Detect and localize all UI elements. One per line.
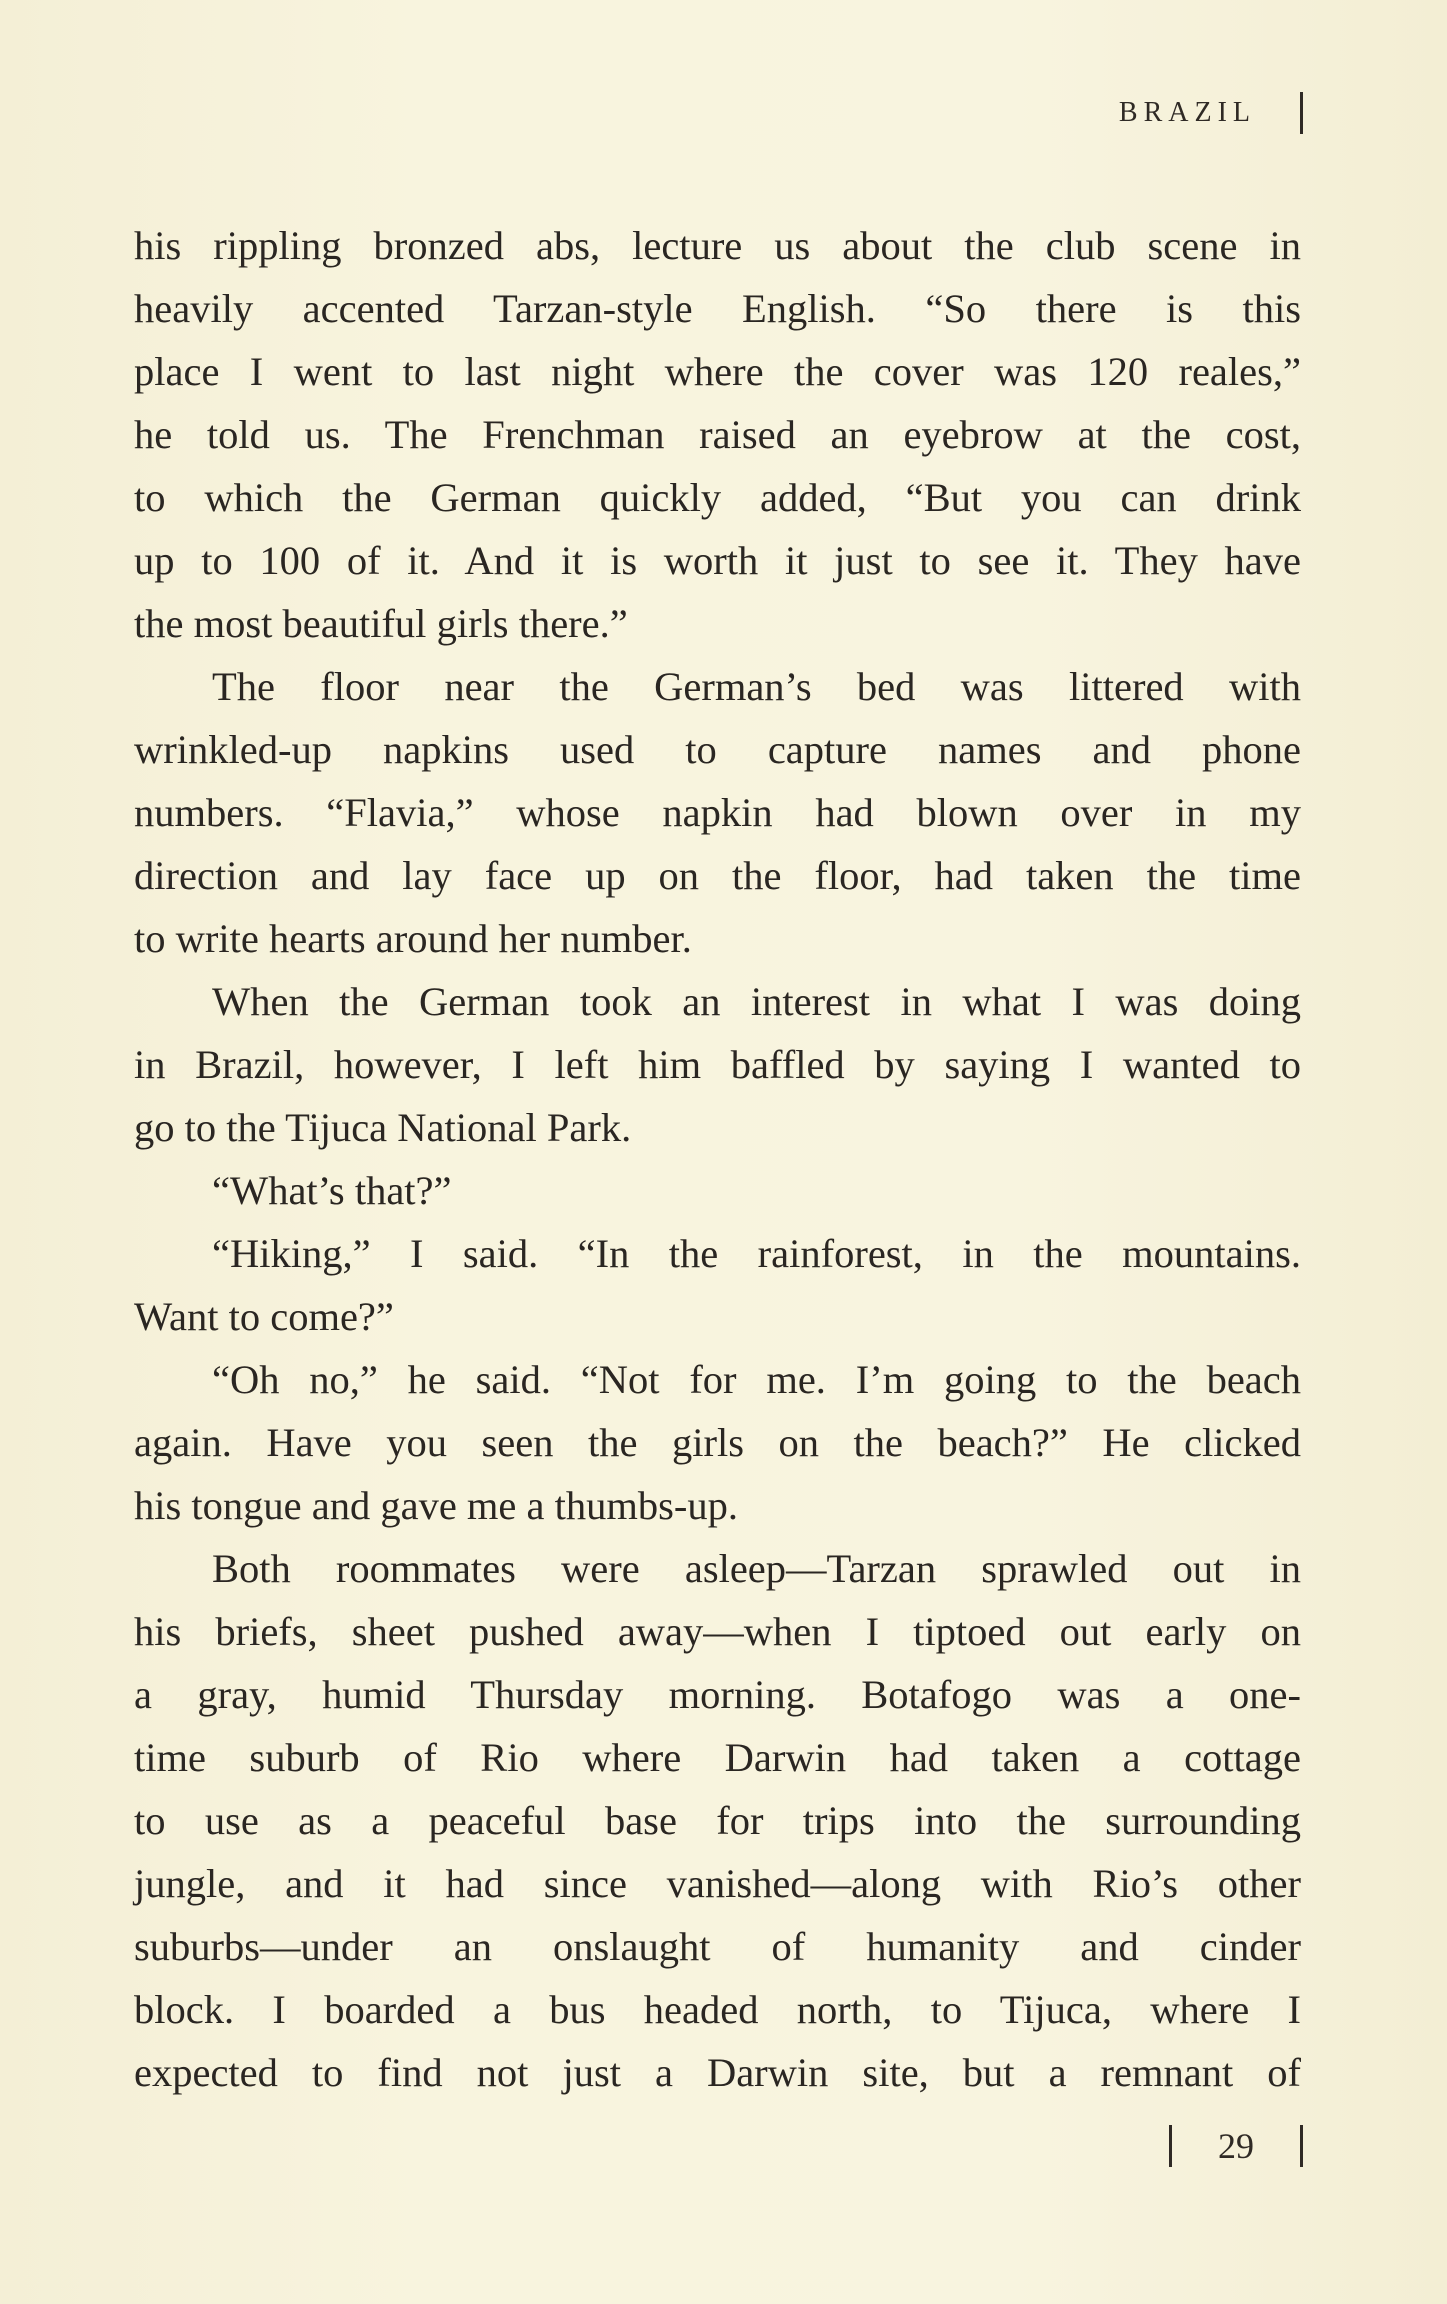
text-line: expected to find not just a Darwin site, but a remnant of — [134, 2050, 1301, 2095]
text-line: to use as a peaceful base for trips into the surrounding — [134, 1798, 1301, 1843]
text-line: in Brazil, however, I left him baffled by saying I wanted to — [134, 1042, 1301, 1087]
running-header — [1119, 92, 1303, 134]
text-line: suburbs—under an onslaught of humanity and cinder — [134, 1924, 1301, 1969]
text-line: a gray, humid Thursday morning. Botafogo was a one- — [134, 1672, 1301, 1717]
text-line: again. Have you seen the girls on the beach?” He clicked — [134, 1420, 1301, 1465]
text-line: time suburb of Rio where Darwin had taken a cottage — [134, 1735, 1301, 1780]
text-line: jungle, and it had since vanished—along with Rio’s other — [134, 1861, 1301, 1906]
running-head-title: BRAZIL — [1118, 97, 1256, 128]
header-rule — [1300, 92, 1303, 134]
body-text — [134, 214, 1301, 2104]
text-line: go to the Tijuca National Park. — [134, 1105, 632, 1150]
text-line: to which the German quickly added, “But you can drink — [134, 475, 1301, 520]
text-line: he told us. The Frenchman raised an eyebrow at the cost, — [134, 412, 1301, 457]
text-line: his tongue and gave me a thumbs-up. — [134, 1483, 738, 1528]
text-line: “Hiking,” I said. “In the rainforest, in the mountains. — [212, 1231, 1301, 1276]
folio-rule-left — [1169, 2125, 1172, 2167]
text-line: the most beautiful girls there.” — [134, 601, 628, 646]
text-line: When the German took an interest in what I was doing — [212, 979, 1301, 1024]
text-line: numbers. “Flavia,” whose napkin had blown over in my — [134, 790, 1301, 835]
text-line: place I went to last night where the cover was 120 reales,” — [134, 349, 1301, 394]
text-line: “What’s that?” — [212, 1168, 452, 1213]
page-number: 29 — [1218, 2126, 1254, 2166]
text-line: wrinkled-up napkins used to capture names and phone — [134, 727, 1301, 772]
text-line: direction and lay face up on the floor, had taken the time — [134, 853, 1301, 898]
text-line: heavily accented Tarzan-style English. “So there is this — [134, 286, 1301, 331]
page-footer — [1169, 2125, 1303, 2167]
text-line: his rippling bronzed abs, lecture us about the club scene in — [134, 223, 1301, 268]
text-line: to write hearts around her number. — [134, 916, 692, 961]
text-line: “Oh no,” he said. “Not for me. I’m going to the beach — [212, 1357, 1301, 1402]
text-line: Both roommates were asleep—Tarzan sprawled out in — [212, 1546, 1301, 1591]
text-line: up to 100 of it. And it is worth it just to see it. They have — [134, 538, 1301, 583]
text-line: The floor near the German’s bed was littered with — [212, 664, 1301, 709]
text-line: his briefs, sheet pushed away—when I tiptoed out early on — [134, 1609, 1301, 1654]
folio-rule-right — [1300, 2125, 1303, 2167]
text-line: Want to come?” — [134, 1294, 394, 1339]
text-line: block. I boarded a bus headed north, to Tijuca, where I — [134, 1987, 1301, 2032]
